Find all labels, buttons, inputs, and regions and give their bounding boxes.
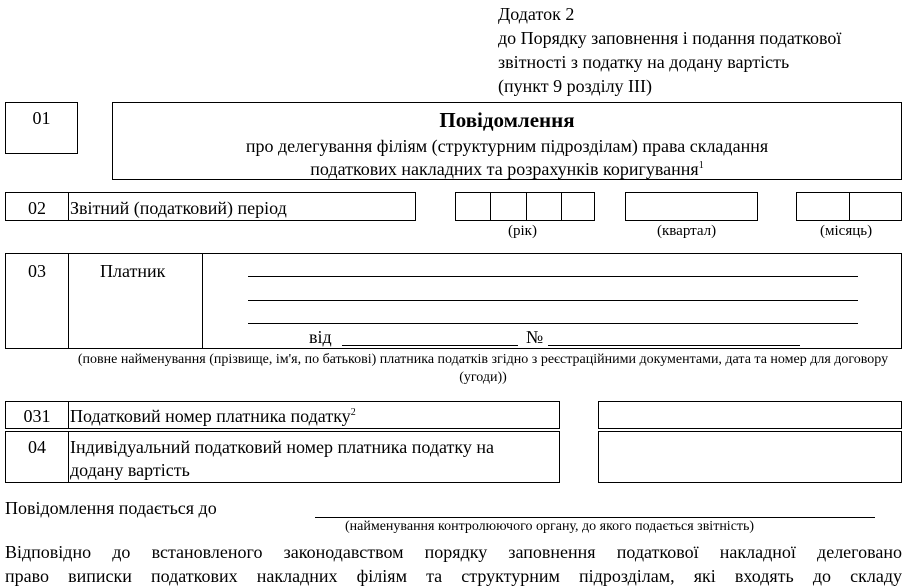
submitted-to-label: Повідомлення подається до: [5, 498, 217, 518]
field-04-code: 04: [28, 437, 46, 457]
field-01-code: 01: [32, 108, 51, 128]
footnote-1-mark: 1: [698, 160, 704, 171]
payer-name-line-1[interactable]: [248, 276, 858, 277]
field-031-label: [70, 404, 356, 428]
month-digit-2[interactable]: [849, 193, 901, 220]
month-caption: (місяць): [820, 223, 873, 239]
body-line-1: Відповідно до встановленого законодавством порядку заповнення податкової накладної делеговано: [5, 542, 902, 562]
field-02-label: Звітний (податковий) період: [70, 198, 287, 218]
field-04-divider: [68, 432, 69, 482]
payer-name-line-2[interactable]: [248, 300, 858, 301]
field-01-code-box: [5, 102, 78, 154]
vat-number-input[interactable]: [598, 431, 902, 483]
footnote-2-mark: 2: [350, 407, 356, 418]
month-digit-cells: [797, 193, 901, 220]
field-02-divider: [68, 193, 69, 220]
payer-caption: (повне найменування (прізвище, ім'я, по батькові) платника податків згідно з реєстраційними документами, дата та номер для договору (угоди)): [77, 352, 889, 385]
year-caption: (рік): [508, 223, 537, 239]
field-03-block: [5, 253, 902, 349]
field-04-label-line-2: додану вартість: [70, 460, 190, 480]
year-digit-4[interactable]: [561, 193, 594, 220]
appendix-line-2: до Порядку заповнення і подання податкової: [498, 28, 842, 48]
field-04-label-line-1: Індивідуальний податковий номер платника податку на: [70, 437, 495, 457]
appendix-line-4: (пункт 9 розділу III): [498, 76, 653, 96]
contract-date-line[interactable]: [342, 345, 518, 346]
tax-number-input[interactable]: [598, 401, 902, 429]
number-label: №: [526, 327, 544, 347]
quarter-caption: (квартал): [657, 223, 717, 239]
payer-name-line-3[interactable]: [248, 323, 858, 324]
appendix-line-3: звітності з податку на додану вартість: [498, 52, 790, 72]
subtitle-line-2-text: податкових накладних та розрахунків коригування: [310, 159, 699, 179]
month-digit-1[interactable]: [797, 193, 849, 220]
document-subtitle-line-1: про делегування філіям (структурним підрозділам) права складання: [245, 136, 769, 156]
field-031-divider: [68, 402, 69, 428]
field-02-row: [5, 192, 416, 221]
field-031-label-text: Податковий номер платника податку: [70, 406, 351, 426]
document-title: Повідомлення: [439, 108, 575, 132]
appendix-line-1: Додаток 2: [498, 4, 575, 24]
year-digit-cells: [456, 193, 594, 220]
year-digit-1[interactable]: [456, 193, 490, 220]
field-02-code: 02: [28, 198, 46, 218]
field-04-row: [5, 431, 560, 483]
field-031-code: 031: [23, 406, 51, 426]
body-paragraph: [5, 540, 902, 588]
contract-number-line[interactable]: [548, 345, 800, 346]
field-031-row: [5, 401, 560, 429]
document-title-box: [112, 102, 902, 180]
field-03-divider-2: [202, 254, 203, 348]
body-line-2: право виписки податкових накладних філіям та структурним підрозділам, які входять до складу: [5, 566, 902, 586]
field-03-code: 03: [28, 261, 46, 281]
field-03-divider-1: [68, 254, 69, 348]
tax-authority-caption: (найменування контролюючого органу, до якого подається звітність): [345, 519, 755, 534]
appendix-reference: [498, 2, 898, 98]
year-input[interactable]: [455, 192, 595, 221]
field-03-label: Платник: [100, 261, 166, 281]
quarter-input[interactable]: [625, 192, 758, 221]
month-input[interactable]: [796, 192, 902, 221]
year-digit-2[interactable]: [490, 193, 526, 220]
from-label: від: [309, 327, 332, 347]
document-subtitle-line-2: [113, 157, 901, 181]
year-digit-3[interactable]: [526, 193, 561, 220]
